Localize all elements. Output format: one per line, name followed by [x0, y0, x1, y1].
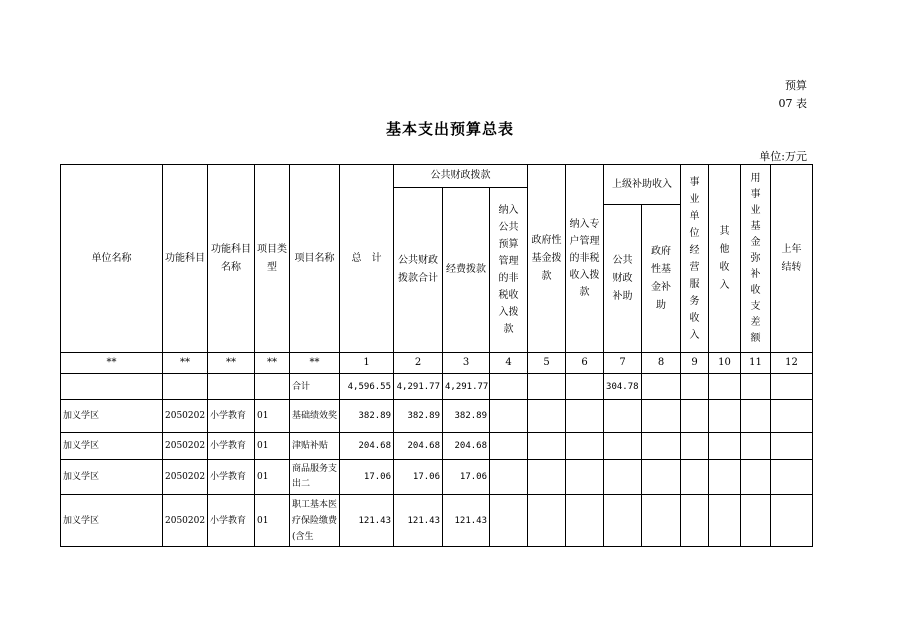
- index-cell: **: [290, 353, 340, 374]
- header-public-finance-total: 公共财政拨款合计: [394, 188, 443, 353]
- unit-label: 单位:万元: [759, 150, 807, 163]
- row-pf-total: 382.89: [394, 400, 443, 433]
- index-cell: 5: [528, 353, 566, 374]
- index-cell: 1: [340, 353, 394, 374]
- row-funding: 17.06: [443, 460, 490, 495]
- header-carry-over: 上年结转: [771, 165, 813, 353]
- index-cell: **: [163, 353, 208, 374]
- index-cell: **: [208, 353, 255, 374]
- header-func-subject-name: 功能科目名称: [208, 165, 255, 353]
- report-table-number: 07 表: [778, 97, 807, 110]
- table-row: [61, 400, 813, 433]
- row-funding: 204.68: [443, 433, 490, 460]
- budget-table: [60, 164, 813, 547]
- total-label: 合计: [290, 374, 340, 400]
- header-non-tax-special: 纳入专户管理的非税收入拨款: [566, 165, 604, 353]
- index-cell: 8: [642, 353, 681, 374]
- row-code: 2050202: [163, 433, 208, 460]
- row-pf-total: 17.06: [394, 460, 443, 495]
- header-row-1: [61, 165, 813, 188]
- header-business-income: 事业单位经营服务收入: [681, 165, 709, 353]
- row-funding: 121.43: [443, 495, 490, 547]
- index-cell: 2: [394, 353, 443, 374]
- row-subject-name: 小学教育: [208, 400, 255, 433]
- header-total: 总 计: [340, 165, 394, 353]
- index-cell: 12: [771, 353, 813, 374]
- row-type: 01: [255, 400, 290, 433]
- index-cell: **: [255, 353, 290, 374]
- row-pf-total: 204.68: [394, 433, 443, 460]
- total-pf-total: 4,291.77: [394, 374, 443, 400]
- row-unit: 加义学区: [61, 400, 163, 433]
- row-type: 01: [255, 460, 290, 495]
- row-pf-total: 121.43: [394, 495, 443, 547]
- index-cell: 6: [566, 353, 604, 374]
- row-code: 2050202: [163, 495, 208, 547]
- header-gov-fund-subsidy: 政府性基金补助: [642, 205, 681, 353]
- row-unit: 加义学区: [61, 460, 163, 495]
- index-cell: 3: [443, 353, 490, 374]
- row-project: 津贴补贴: [290, 433, 340, 460]
- row-total: 17.06: [340, 460, 394, 495]
- header-project-type: 项目类型: [255, 165, 290, 353]
- index-cell: 9: [681, 353, 709, 374]
- row-project: 商品服务支出二: [290, 460, 340, 495]
- header-unit-name: 单位名称: [61, 165, 163, 353]
- header-gov-fund: 政府性基金拨款: [528, 165, 566, 353]
- row-code: 2050202: [163, 400, 208, 433]
- header-public-finance: 公共财政拨款: [394, 165, 528, 188]
- page-title: 基本支出预算总表: [385, 120, 514, 138]
- row-code: 2050202: [163, 460, 208, 495]
- header-public-finance-subsidy: 公共财政补助: [604, 205, 642, 353]
- header-other-income: 其他收入: [709, 165, 741, 353]
- index-cell: 4: [490, 353, 528, 374]
- header-fund-balance: 用事业基金弥补收支差额: [741, 165, 771, 353]
- index-cell: 7: [604, 353, 642, 374]
- row-unit: 加义学区: [61, 433, 163, 460]
- total-amount: 4,596.55: [340, 374, 394, 400]
- row-project: 职工基本医疗保险缴费(含生: [290, 495, 340, 547]
- header-non-tax-public: 纳入公共预算管理的非税收入拨款: [490, 188, 528, 353]
- table-row: [61, 460, 813, 495]
- table-row: [61, 495, 813, 547]
- row-type: 01: [255, 495, 290, 547]
- total-funding: 4,291.77: [443, 374, 490, 400]
- table-row: [61, 433, 813, 460]
- index-cell: **: [61, 353, 163, 374]
- row-subject-name: 小学教育: [208, 433, 255, 460]
- row-total: 382.89: [340, 400, 394, 433]
- total-pf-subsidy: 304.78: [604, 374, 642, 400]
- header-upper-subsidy: 上级补助收入: [604, 165, 681, 205]
- row-type: 01: [255, 433, 290, 460]
- total-row: [61, 374, 813, 400]
- index-cell: 11: [741, 353, 771, 374]
- header-project-name: 项目名称: [290, 165, 340, 353]
- row-subject-name: 小学教育: [208, 460, 255, 495]
- header-funding: 经费拨款: [443, 188, 490, 353]
- row-project: 基础绩效奖: [290, 400, 340, 433]
- row-total: 204.68: [340, 433, 394, 460]
- report-code: 预算: [785, 79, 807, 92]
- row-unit: 加义学区: [61, 495, 163, 547]
- row-funding: 382.89: [443, 400, 490, 433]
- index-cell: 10: [709, 353, 741, 374]
- index-row: [61, 353, 813, 374]
- header-func-subject: 功能科目: [163, 165, 208, 353]
- row-total: 121.43: [340, 495, 394, 547]
- row-subject-name: 小学教育: [208, 495, 255, 547]
